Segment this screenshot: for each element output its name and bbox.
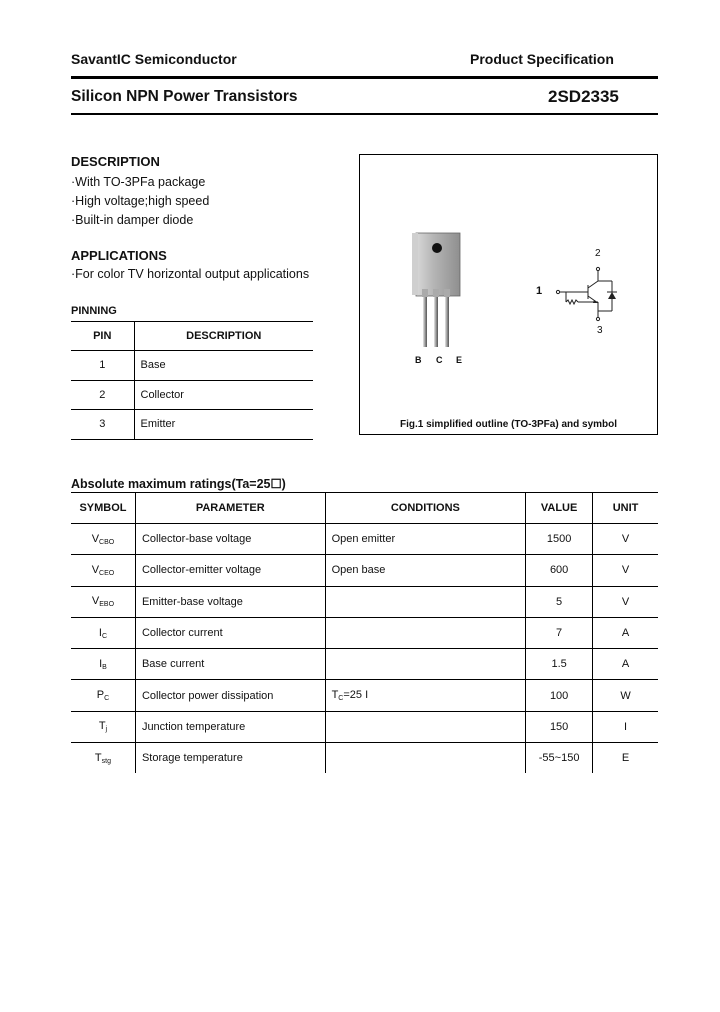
conditions-cell [325, 617, 526, 648]
symbol-cell: $V_{CEO}$ [71, 555, 135, 586]
symbol-pin-2: 2 [595, 248, 601, 259]
pinning-title: PINNING [71, 305, 117, 317]
column-header: VALUE [526, 493, 593, 524]
value-cell: 1500 [526, 524, 593, 555]
package-drawing [400, 225, 480, 365]
table-row [71, 680, 658, 711]
table-row [71, 524, 658, 555]
parameter-cell: Base current [135, 649, 325, 680]
pin-description: Collector [134, 380, 313, 410]
doc-type: Product Specification [470, 51, 614, 67]
column-header: PIN [71, 322, 134, 351]
ratings-title: Absolute maximum ratings(Ta=25☐) [71, 477, 286, 491]
parameter-cell: Collector power dissipation [135, 680, 325, 711]
list-item: ·Built-in damper diode [71, 213, 194, 227]
conditions-cell: Open base [325, 555, 526, 586]
parameter-cell: Collector current [135, 617, 325, 648]
table-row [71, 351, 313, 381]
pin-number: 1 [71, 351, 134, 381]
unit-cell: V [593, 586, 658, 617]
part-number: 2SD2335 [548, 87, 619, 106]
symbol-cell: $I_C$ [71, 617, 135, 648]
table-header-row [71, 493, 658, 524]
parameter-cell: Collector-base voltage [135, 524, 325, 555]
symbol-cell: $I_B$ [71, 649, 135, 680]
list-item: ·For color TV horizontal output applications [71, 267, 310, 281]
figure-caption: Fig.1 simplified outline (TO-3PFa) and symbol [399, 419, 618, 430]
unit-cell: A [593, 617, 658, 648]
description-title: DESCRIPTION [71, 154, 160, 169]
parameter-cell: Collector-emitter voltage [135, 555, 325, 586]
table-row [71, 410, 313, 440]
table-row [71, 743, 658, 774]
parameter-cell: Emitter-base voltage [135, 586, 325, 617]
table-row [71, 380, 313, 410]
symbol-cell: $T_j$ [71, 711, 135, 742]
ratings-table [71, 492, 658, 773]
pin-description: Emitter [134, 410, 313, 440]
conditions-cell [325, 649, 526, 680]
table-row [71, 617, 658, 648]
transistor-symbol-icon [548, 255, 628, 325]
symbol-cell: $T_{stg}$ [71, 743, 135, 774]
symbol-cell: $V_{CBO}$ [71, 524, 135, 555]
parameter-cell: Junction temperature [135, 711, 325, 742]
column-header: DESCRIPTION [134, 322, 313, 351]
figure-outline-symbol [359, 154, 658, 435]
unit-cell: E [621, 752, 630, 765]
product-line: Silicon NPN Power Transistors [71, 88, 298, 105]
column-header: SYMBOL [71, 493, 135, 524]
lead-label-b: B [415, 355, 422, 365]
unit-cell: W [593, 680, 658, 711]
value-cell: 7 [526, 617, 593, 648]
unit-cell: I [593, 711, 658, 742]
description-list [71, 173, 209, 230]
company-name: SavantIC Semiconductor [71, 51, 237, 67]
list-item: ·High voltage;high speed [71, 194, 210, 208]
symbol-cell: $V_{EBO}$ [71, 586, 135, 617]
applications-title: APPLICATIONS [71, 248, 167, 263]
column-header: UNIT [593, 493, 658, 524]
unit-cell: V [593, 555, 658, 586]
pin-number: 2 [71, 380, 134, 410]
parameter-cell: Storage temperature [135, 743, 325, 774]
value-cell: 5 [526, 586, 593, 617]
table-header-row [71, 322, 313, 351]
list-item: ·With TO-3PFa package [71, 175, 206, 189]
pin-number: 3 [71, 410, 134, 440]
value-cell: 600 [526, 555, 593, 586]
conditions-cell: Open emitter [325, 524, 526, 555]
symbol-pin-3: 3 [597, 325, 603, 336]
unit-cell: V [593, 524, 658, 555]
conditions-cell [325, 743, 526, 774]
value-cell: 1.5 [526, 649, 593, 680]
table-row [71, 649, 658, 680]
pin-description: Base [134, 351, 313, 381]
lead-label-c: C [436, 355, 443, 365]
column-header: PARAMETER [135, 493, 325, 524]
table-row [71, 586, 658, 617]
header-rule-top [71, 76, 658, 79]
pinning-table [71, 321, 313, 440]
symbol-pin-1: 1 [536, 285, 543, 297]
conditions-cell: $T_C=25$ I [325, 680, 526, 711]
lead-label-e: E [456, 355, 463, 365]
value-cell: -55~150 [526, 743, 593, 774]
conditions-cell [325, 586, 526, 617]
conditions-cell [325, 711, 526, 742]
table-row [71, 555, 658, 586]
symbol-cell: $P_C$ [71, 680, 135, 711]
header-rule-bottom [71, 113, 658, 115]
value-cell: 100 [526, 680, 593, 711]
unit-cell: A [593, 649, 658, 680]
column-header: CONDITIONS [325, 493, 526, 524]
table-row [71, 711, 658, 742]
value-cell: 150 [526, 711, 593, 742]
